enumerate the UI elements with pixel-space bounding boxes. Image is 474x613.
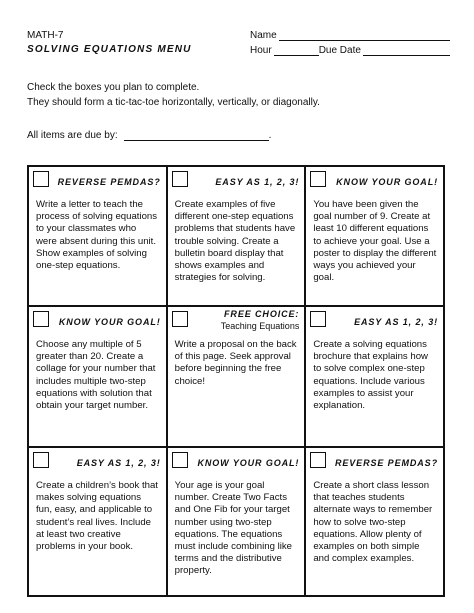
choice-board-grid [27,165,445,597]
choice-cell [28,447,167,596]
choice-description: Create a children’s book that makes solving equations fun, easy, and applicable to student’s real lives. Include at least two creative problems in your book. [36,480,158,553]
course-label: MATH-7 [27,30,64,41]
due-date-label: Due Date [318,45,361,56]
choice-description: Write a letter to teach the process of solving equations to your classmates who were absent during this unit. Show examples of solving one-step equations. [36,199,158,272]
choice-description: Your age is your goal number. Create Two Facts and One Fib for your target number using two-step equations. The equations must include combining like terms and the distributive property. [174,480,292,577]
choice-checkbox[interactable] [33,311,49,327]
choice-subtitle: Teaching Equations [220,321,300,331]
choice-title: EASY AS 1, 2, 3! [76,458,161,468]
choice-description: Create a short class lesson that teaches students alternate ways to remember how to solve two-step equations. Allow plenty of examples on both simple and complex examples. [313,480,433,565]
choice-cell [167,447,306,596]
instruction-line-2: They should form a tic-tac-toe horizontally, vertically, or diagonally. [27,97,320,108]
choice-checkbox[interactable] [33,171,49,187]
choice-cell [305,306,444,447]
choice-cell-free [167,306,306,447]
choice-checkbox[interactable] [172,452,188,468]
choice-cell [28,306,167,447]
choice-title: FREE CHOICE: [224,309,300,319]
choice-description: Create examples of five different one-step equations problems that students have trouble solving. Create a bulletin board display that shows examples and strategies for solving. [174,199,296,284]
due-date-field[interactable] [363,45,450,56]
choice-checkbox[interactable] [310,452,326,468]
choice-checkbox[interactable] [33,452,49,468]
choice-checkbox[interactable] [172,171,188,187]
choice-title: KNOW YOUR GOAL! [197,458,300,468]
hour-due-row [250,45,450,56]
choice-description: Create a solving equations brochure that explains how to solve complex one-step equations. Include various examples to assist your explanation. [313,339,428,412]
instruction-line-1: Check the boxes you plan to complete. [27,82,200,93]
due-by-row [27,130,271,141]
choice-title: REVERSE PEMDAS? [334,458,438,468]
choice-cell [305,447,444,596]
due-by-period: . [268,130,272,141]
choice-description: Write a proposal on the back of this page. Seek approval before beginning the free choice! [174,339,297,387]
choice-description: Choose any multiple of 5 greater than 20. Create a collage for your number that includes multiple two-step equations with solution that obtain your target number. [36,339,156,412]
choice-title: EASY AS 1, 2, 3! [354,317,438,327]
due-by-field[interactable] [124,130,269,141]
due-by-label: All items are due by: [27,130,118,141]
choice-title: KNOW YOUR GOAL! [58,317,161,327]
choice-cell [305,166,444,306]
choice-title: REVERSE PEMDAS? [57,177,161,187]
name-field-row [250,30,450,41]
choice-checkbox[interactable] [310,311,326,327]
hour-field[interactable] [274,45,319,56]
name-label: Name [250,30,277,41]
choice-title: EASY AS 1, 2, 3! [215,177,300,187]
choice-cell [28,166,167,306]
choice-cell [167,166,306,306]
choice-description: You have been given the goal number of 9. Create at least 10 different equations to achieve your goal. Use a poster to display the different ways you achieved your goal. [313,199,437,284]
choice-checkbox[interactable] [310,171,326,187]
choice-title: KNOW YOUR GOAL! [336,177,438,187]
choice-checkbox[interactable] [172,311,188,327]
hour-label: Hour [250,45,272,56]
name-field[interactable] [279,30,450,41]
page-title: SOLVING EQUATIONS MENU [27,44,192,55]
